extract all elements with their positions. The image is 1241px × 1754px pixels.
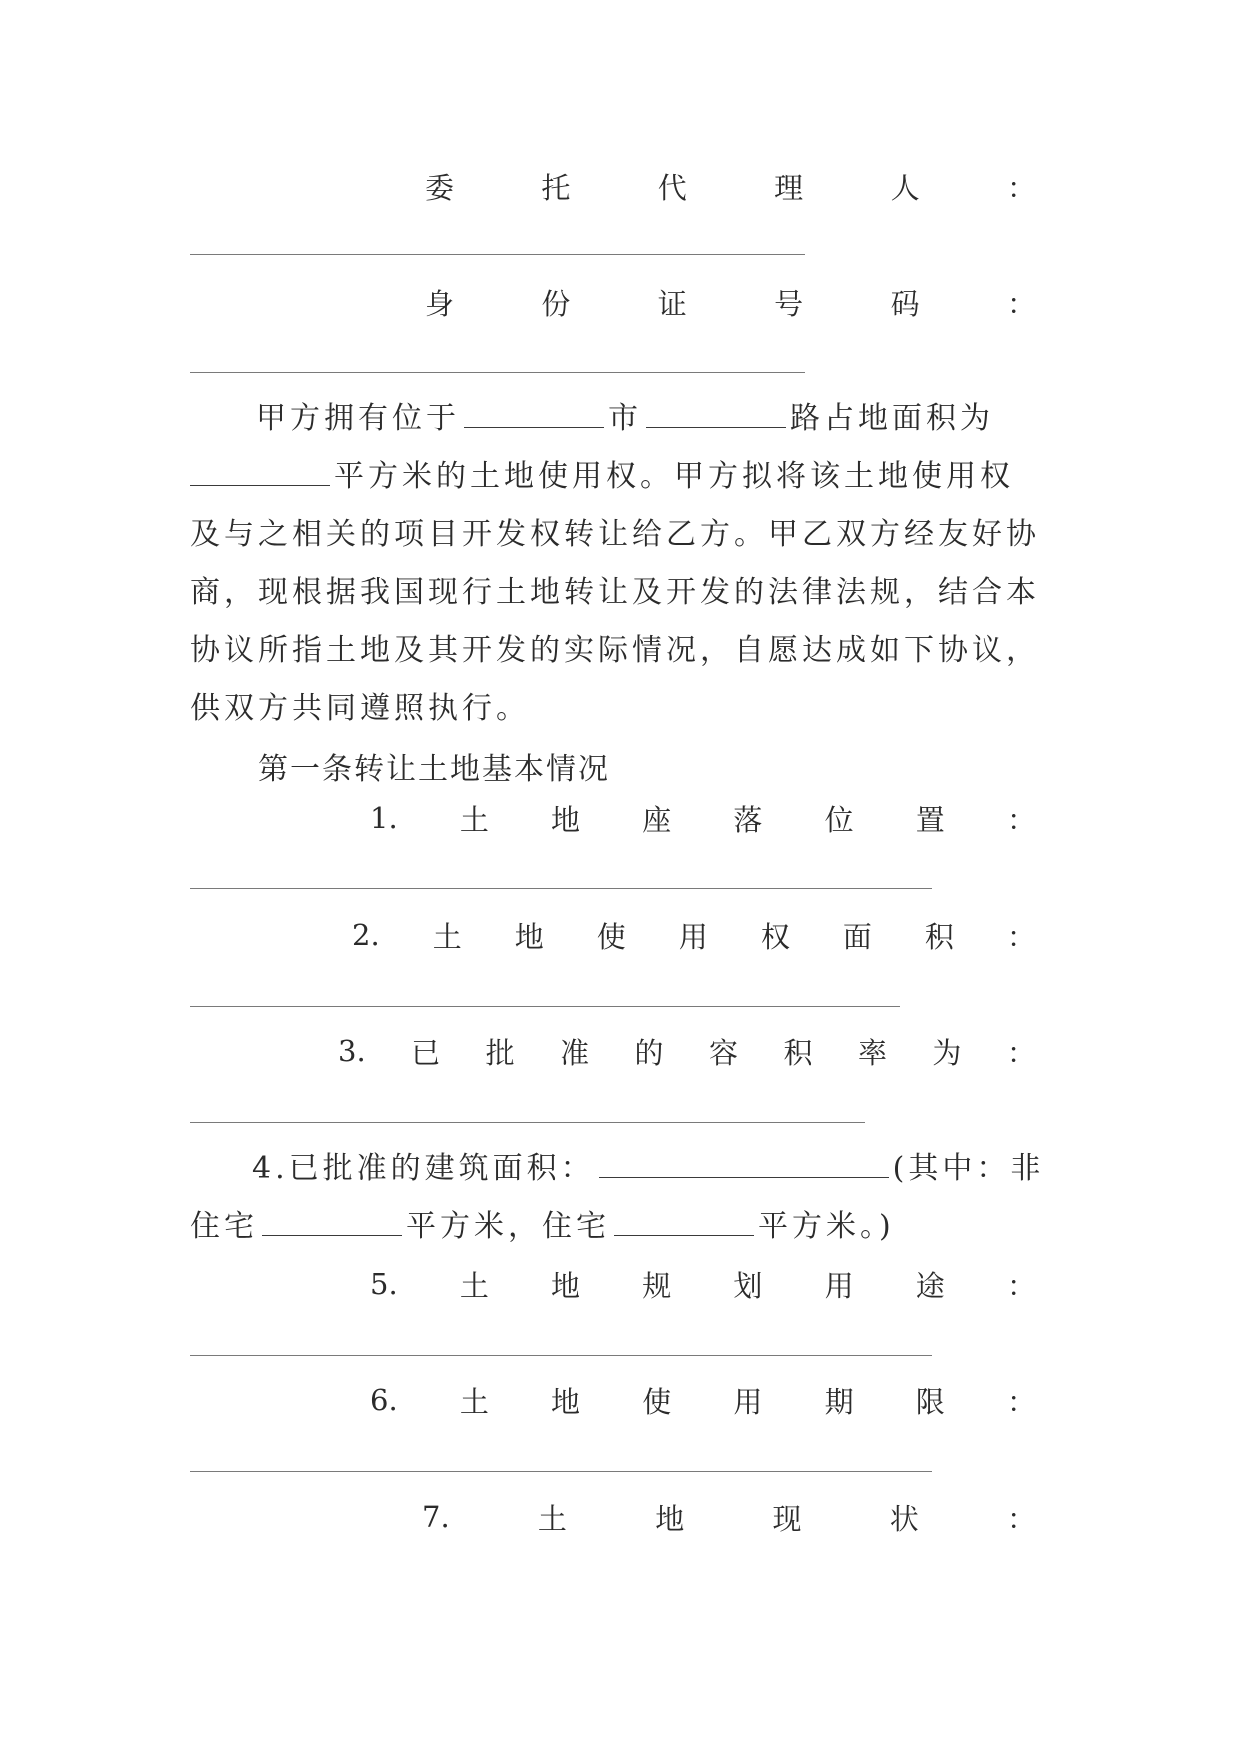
label-char: 权 [760,919,790,954]
item-4-text [190,1140,1045,1256]
label-char: ： [1006,802,1036,837]
item-5-blank-line [190,1355,932,1356]
label-char: 划 [733,1268,763,1303]
label-char: 途 [915,1268,945,1303]
label-char: 身 [425,286,455,321]
label-char: 批 [485,1035,515,1070]
label-char: 置 [915,802,945,837]
label-char: 已 [411,1035,441,1070]
label-char: 使 [596,919,626,954]
item-4-paragraph [190,1140,1045,1256]
label-char: 规 [642,1268,672,1303]
item-4-text-c: 平方米，住宅 [406,1209,610,1244]
id-number-label [425,282,1036,322]
label-char: 用 [824,1268,854,1303]
agent-blank-line [190,254,805,255]
intro-text-c: 路占地面积为 [790,401,994,436]
label-char: ： [1006,1384,1036,1419]
label-char: 地 [551,802,581,837]
label-char: 2. [352,918,380,952]
intro-text-a: 甲方拥有位于 [256,401,460,436]
label-char: 期 [824,1384,854,1419]
article-1-title: 第一条转让土地基本情况 [258,752,610,787]
label-char: 率 [857,1035,887,1070]
item-6-label [370,1380,1036,1420]
label-char: 现 [772,1501,802,1536]
label-char: ： [1006,1268,1036,1303]
non-residential-blank [262,1211,402,1236]
label-char: 位 [824,802,854,837]
label-char: 用 [678,919,708,954]
label-char: 代 [657,170,687,205]
label-char: 5. [370,1267,398,1301]
label-char: 理 [774,170,804,205]
label-char: 容 [709,1035,739,1070]
label-char: 1. [370,801,398,835]
label-char: 面 [842,919,872,954]
intro-text-d: 平方米的土地使用权。甲方拟将该土地使用权及与之相关的项目开发权转让给乙方。甲乙双方经友好协商，现根据我国现行土地转让及开发的法律法规，结合本协议所指土地及其开发的实际情况，自愿达成如下协议，供双方共同遵照执行。 [190,459,1040,726]
item-4-text-a: 4.已批准的建筑面积： [252,1151,595,1186]
label-char: 地 [514,919,544,954]
residential-blank [614,1211,754,1236]
item-2-blank-line [190,1006,900,1007]
intro-text-b: 市 [608,401,642,436]
item-7-label [422,1497,1036,1537]
item-4-text-d: 平方米。) [758,1209,895,1244]
label-char: 土 [537,1501,567,1536]
label-char: 为 [932,1035,962,1070]
label-char: ： [1006,286,1036,321]
label-char: 土 [432,919,462,954]
building-area-blank [599,1153,889,1178]
label-char: 用 [733,1384,763,1419]
label-char: 6. [370,1383,398,1417]
label-char: 托 [541,170,571,205]
label-char: 准 [560,1035,590,1070]
intro-paragraph [190,390,1045,738]
area-blank [190,461,330,486]
label-char: 座 [642,802,672,837]
label-char: 积 [783,1035,813,1070]
label-char: 限 [915,1384,945,1419]
label-char: 土 [459,802,489,837]
label-char: 码 [890,286,920,321]
label-char: 积 [924,919,954,954]
label-char: 号 [774,286,804,321]
label-char: ： [1006,170,1036,205]
label-char: 委 [425,170,455,205]
item-3-label [338,1031,1036,1071]
item-1-blank-line [190,888,932,889]
city-blank [464,403,604,428]
label-char: 使 [642,1384,672,1419]
road-blank [646,403,786,428]
label-char: 落 [733,802,763,837]
label-char: 地 [655,1501,685,1536]
item-6-blank-line [190,1471,932,1472]
label-char: 人 [890,170,920,205]
label-char: 7. [422,1500,450,1534]
label-char: 3. [338,1034,366,1068]
label-char: ： [1006,1035,1036,1070]
label-char: 土 [459,1268,489,1303]
item-3-blank-line [190,1122,865,1123]
item-1-label [370,798,1036,838]
label-char: 土 [459,1384,489,1419]
label-char: 的 [634,1035,664,1070]
label-char: 地 [551,1268,581,1303]
label-char: 份 [541,286,571,321]
item-5-label [370,1264,1036,1304]
label-char: ： [1006,1501,1036,1536]
label-char: 状 [889,1501,919,1536]
label-char: 证 [657,286,687,321]
item-2-label [352,915,1036,955]
label-char: ： [1006,919,1036,954]
intro-text [190,390,1045,738]
item-4-text-b: (其中：非住宅 [190,1151,1045,1244]
label-char: 地 [551,1384,581,1419]
id-number-blank-line [190,372,805,373]
agent-label [425,166,1036,206]
